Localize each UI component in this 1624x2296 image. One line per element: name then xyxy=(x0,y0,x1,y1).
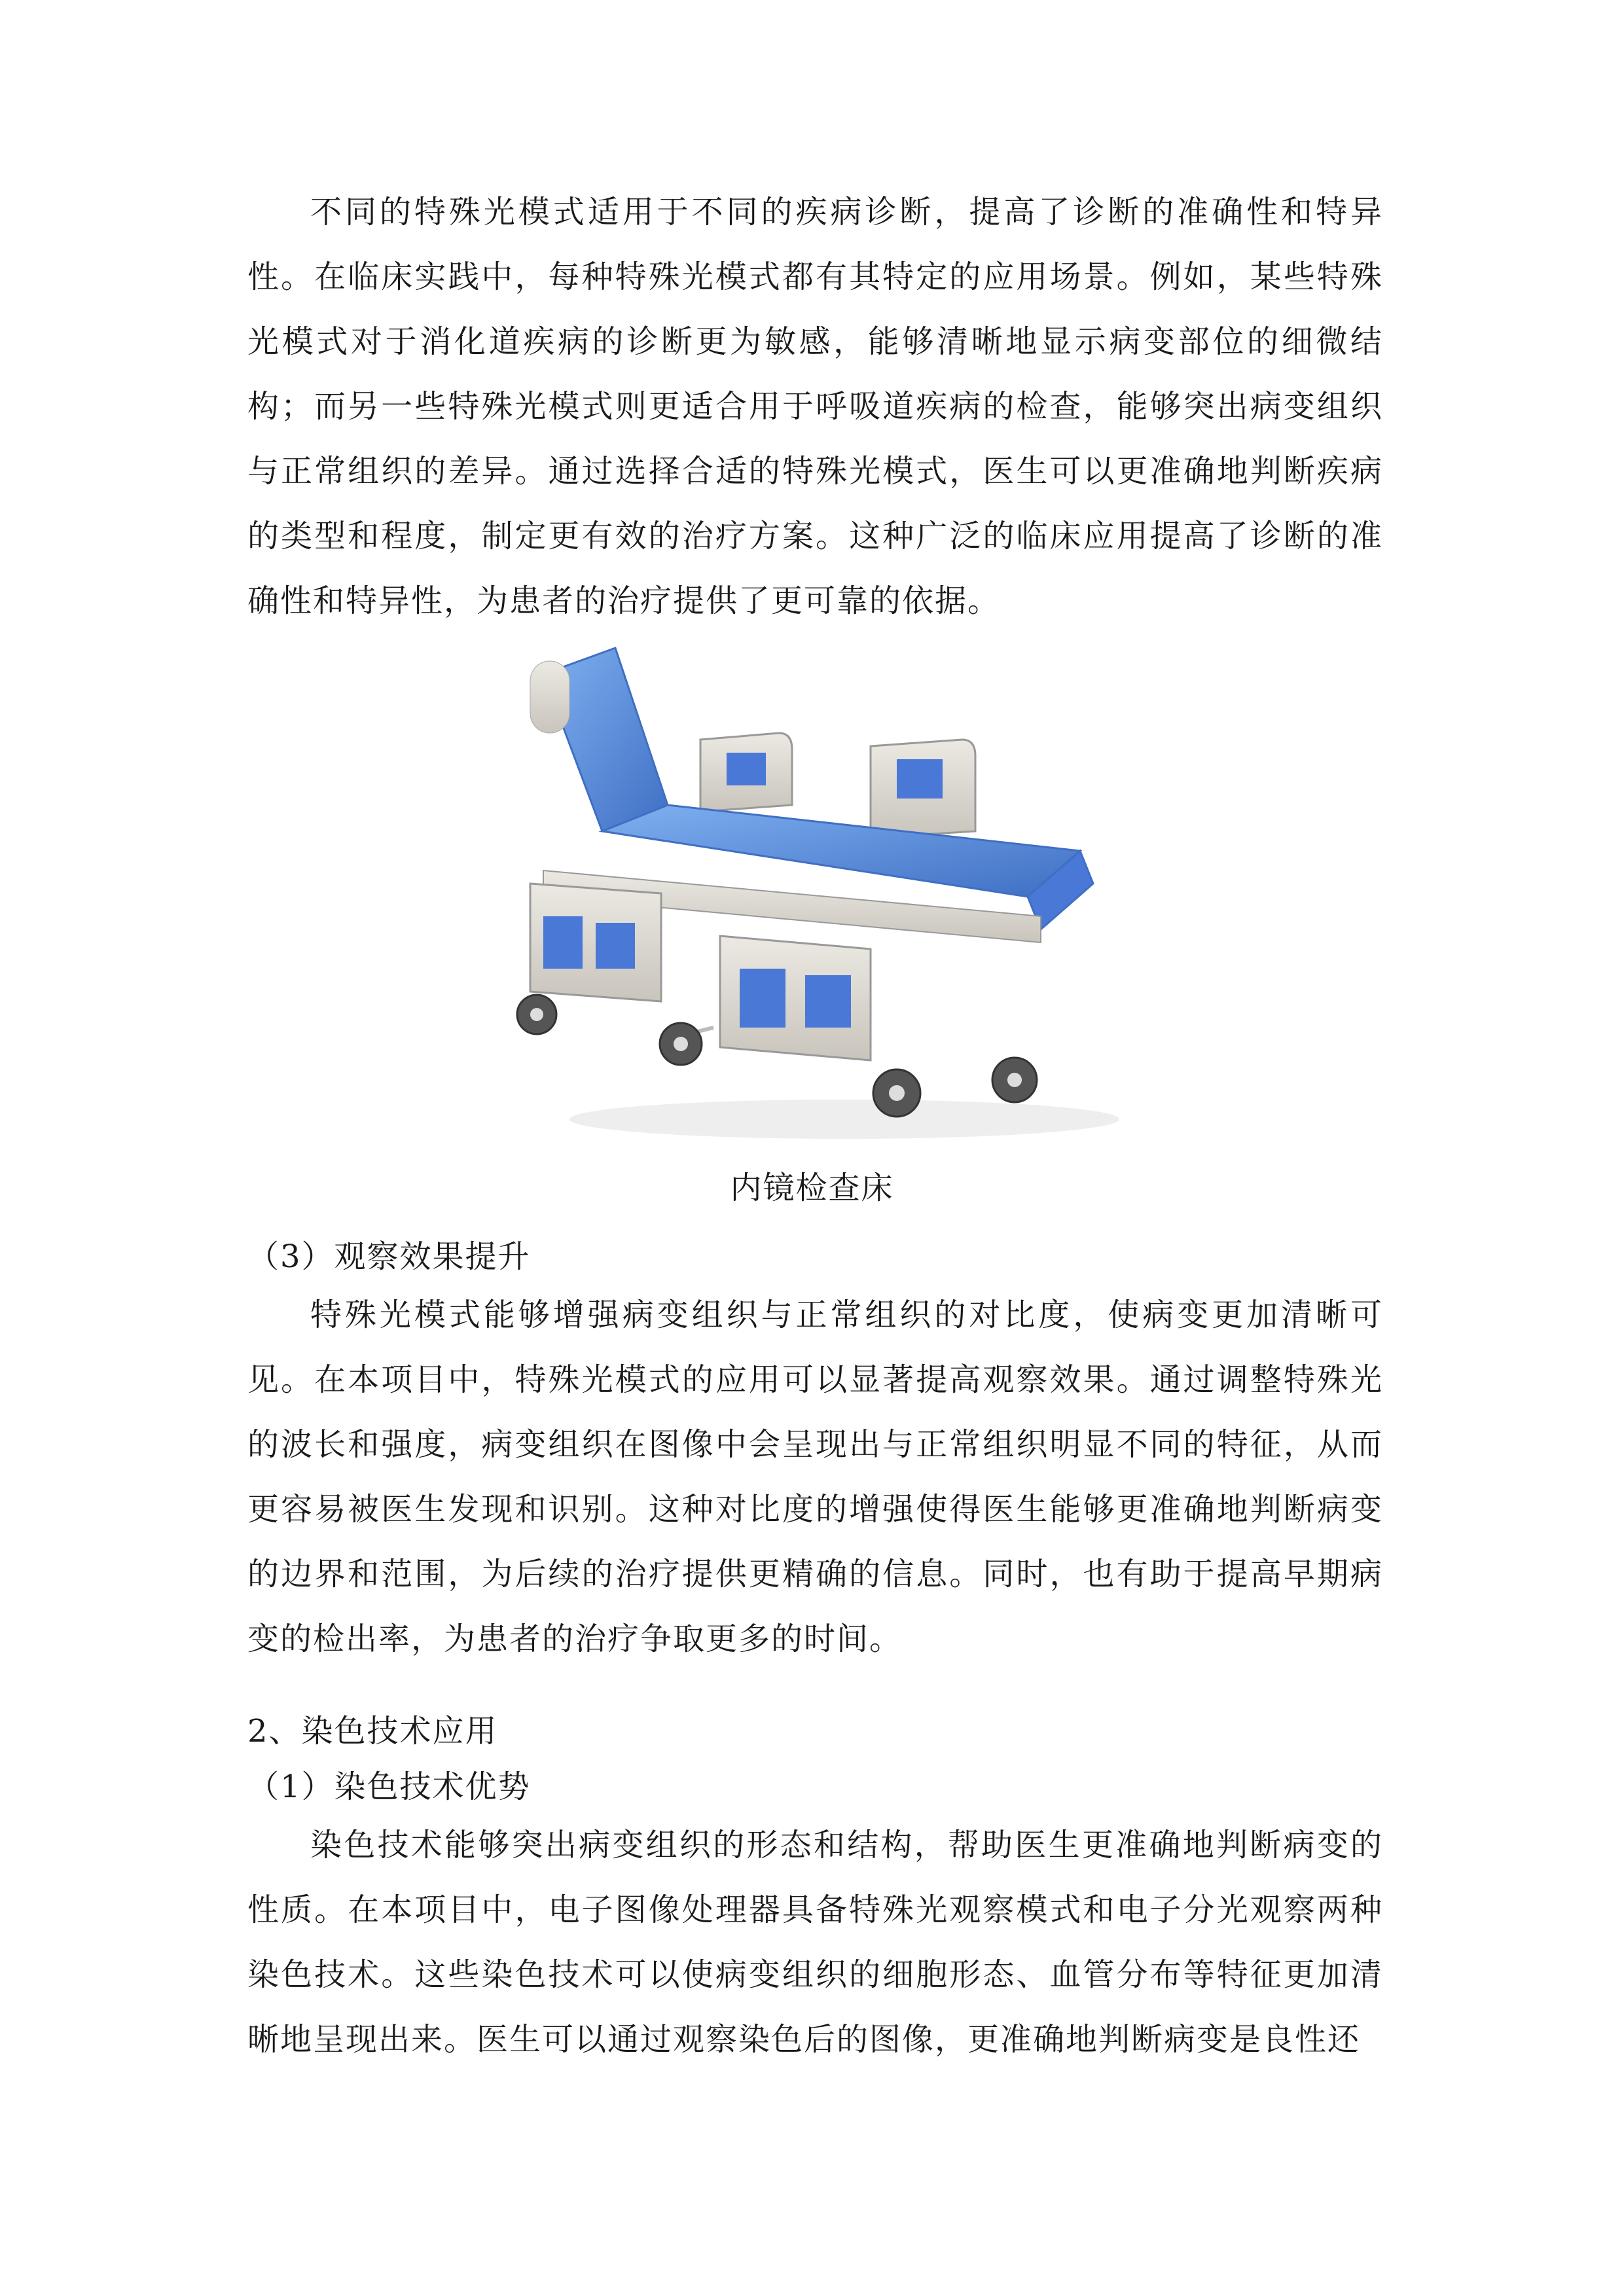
paragraph-staining-advantage: 染色技术能够突出病变组织的形态和结构，帮助医生更准确地判断病变的性质。在本项目中，电子图像处理器具备特殊光观察模式和电子分光观察两种染色技术。这些染色技术可以使病变组织的细胞形态、血管分布等特征更加清晰地呈现出来。医生可以通过观察染色后的图像，更准确地判断病变是良性还 xyxy=(247,1827,1383,2058)
paragraph-special-light-modes: 不同的特殊光模式适用于不同的疾病诊断，提高了诊断的准确性和特异性。在临床实践中，每种特殊光模式都有其特定的应用场景。例如，某些特殊光模式对于消化道疾病的诊断更为敏感，能够清晰地显示病变部位的细微结构；而另一些特殊光模式则更适合用于呼吸道疾病的检查，能够突出病变组织与正常组织的差异。通过选择合适的特殊光模式，医生可以更准确地判断疾病的类型和程度，制定更有效的治疗方案。这种广泛的临床应用提高了诊断的准确性和特异性，为患者的治疗提供了更可靠的依据。 xyxy=(247,194,1383,619)
figure-caption: 内镜检查床 xyxy=(730,1170,894,1206)
section-heading-observation: （3）观察效果提升 xyxy=(247,1238,531,1275)
paragraph-observation-effect: 特殊光模式能够增强病变组织与正常组织的对比度，使病变更加清晰可见。在本项目中，特殊光模式的应用可以显著提高观察效果。通过调整特殊光的波长和强度，病变组织在图像中会呈现出与正常组织明显不同的特征，从而更容易被医生发现和识别。这种对比度的增强使得医生能够更准确地判断病变的边界和范围，为后续的治疗提供更精确的信息。同时，也有助于提高早期病变的检出率，为患者的治疗争取更多的时间。 xyxy=(247,1297,1383,1657)
section-heading-staining-advantage: （1）染色技术优势 xyxy=(247,1768,531,1805)
section-heading-staining: 2、染色技术应用 xyxy=(247,1713,498,1749)
figure-endoscopy-bed xyxy=(504,635,1146,1158)
endoscopy-bed-illustration xyxy=(504,635,1146,1158)
